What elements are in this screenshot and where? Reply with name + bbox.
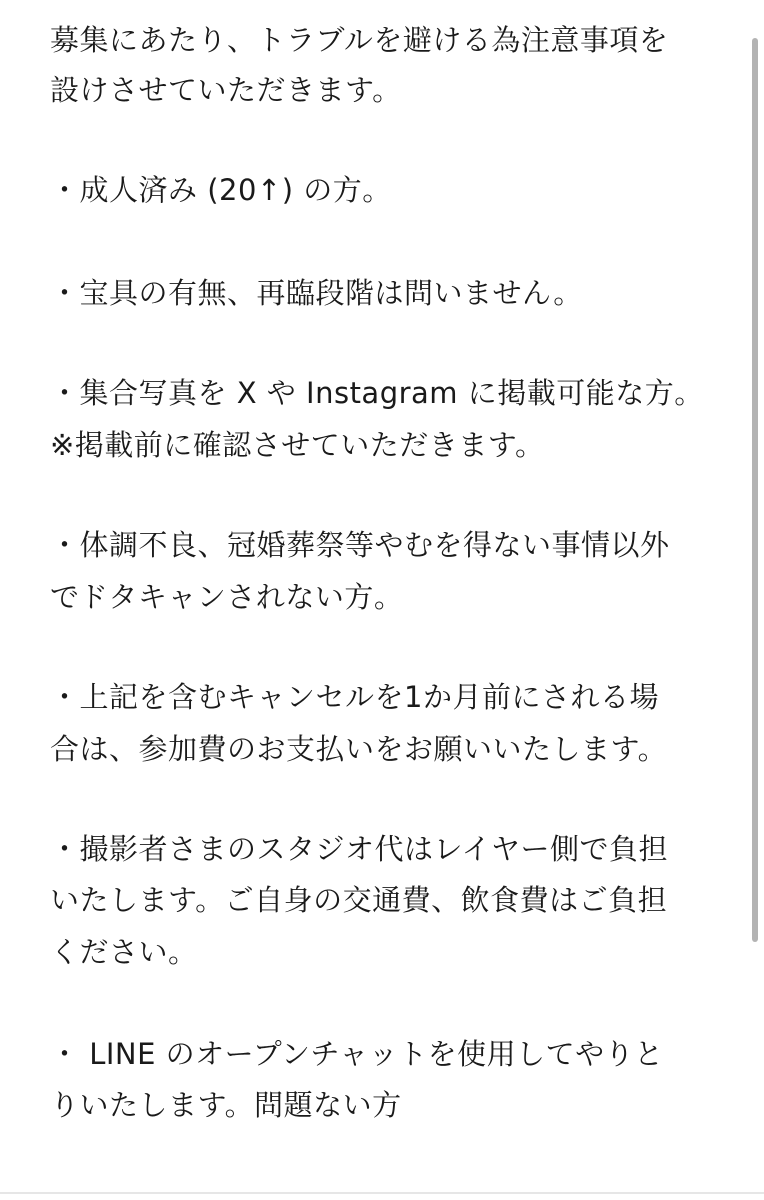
scrollbar-thumb[interactable] xyxy=(752,38,758,942)
text-line: ください。 xyxy=(50,935,198,969)
text-line: いたします。ご自身の交通費、飲食費はご負担 xyxy=(50,883,668,917)
text-line: りいたします。問題ない方 xyxy=(50,1088,402,1122)
text-line: ※掲載前に確認させていただきます。 xyxy=(50,428,545,462)
bottom-divider xyxy=(0,1192,764,1194)
text-line: ・集合写真を X や Instagram に掲載可能な方。 xyxy=(50,376,704,410)
text-line: ・体調不良、冠婚葬祭等やむを得ない事情以外 xyxy=(50,528,670,562)
text-line: 募集にあたり、トラブルを避ける為注意事項を xyxy=(50,23,669,57)
text-line: 合は、参加費のお支払いをお願いいたします。 xyxy=(50,732,668,766)
text-line: 設けさせていただきます。 xyxy=(50,73,402,107)
text-line: ・撮影者さまのスタジオ代はレイヤー側で負担 xyxy=(50,832,669,866)
text-line: ・上記を含むキャンセルを1か月前にされる場 xyxy=(50,680,659,714)
text-line: ・ LINE のオープンチャットを使用してやりと xyxy=(50,1037,664,1071)
text-line: ・成人済み (20↑) の方。 xyxy=(50,173,392,207)
text-line: ・宝具の有無、再臨段階は問いません。 xyxy=(50,276,583,310)
text-line: でドタキャンされない方。 xyxy=(50,580,404,614)
